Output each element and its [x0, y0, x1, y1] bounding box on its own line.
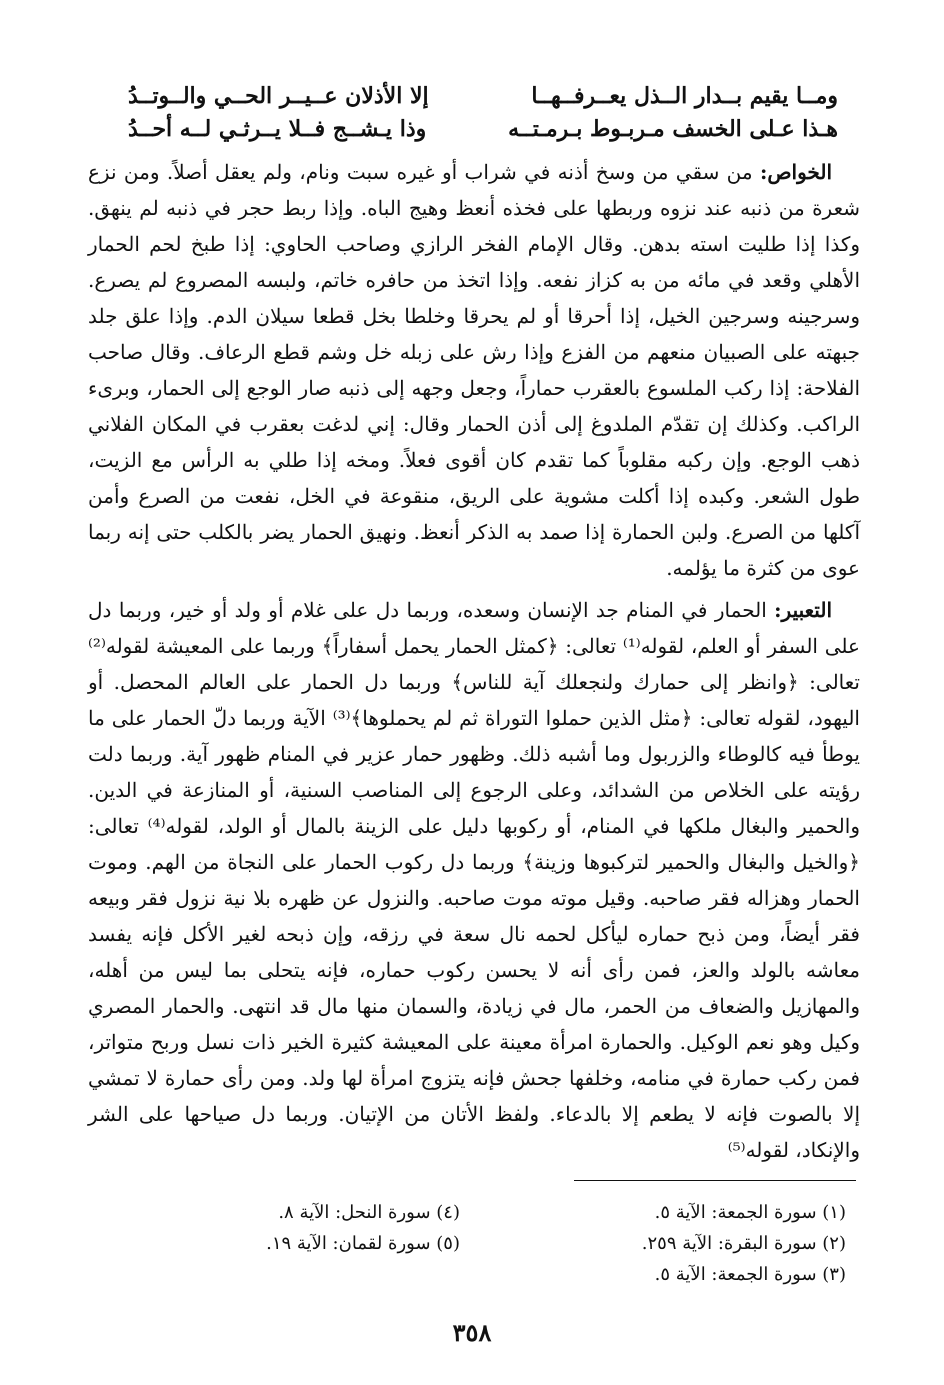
paragraph-heading: التعبير: — [774, 598, 832, 622]
paragraph-heading: الخواص: — [759, 160, 832, 184]
paragraph-properties — [88, 154, 860, 586]
footnote-divider — [574, 1180, 856, 1181]
paragraph-text: من سقي من وسخ أذنه في شراب أو غيره سبت ونام، ولم يعقل أصلاً. ومن نزع شعرة من ذنبه عند نزوه وربطها على فخذه أنعظ وهيج الباه. وإذا ربط حجر في ذنبه لم ينهق. وكذا إذا طليت استه بدهن. وقال الإمام الفخر الرازي وصاحب الحاوي: إذا طبخ لحم الحمار الأهلي وقعد في مائه من به كزاز نفعه. وإذا اتخذ من حافره خاتم، ولبسه المصروع لم يصرع. وسرجينه وسرجين الخيل، إذا أحرقا أو لم يحرقا وخلطا بخل قطعا سيلان الدم. وإذا علق جلد جبهته على الصبيان منعهم من الفزع وإذا رش على زبله خل وشم قطع الرعاف. وقال صاحب الفلاحة: إذا ركب الملسوع بالعقرب حماراً، وجعل وجهه إلى ذنبه صار الوجع إلى الحمار، وبرىء الراكب. وكذلك إن تقدّم الملدوغ إلى أذن الحمار وقال: إني لدغت بعقرب في المكان الفلاني ذهب الوجع. وإن ركبه مقلوباً كما تقدم كان أقوى فعلاً. ومخه إذا طلي به الرأس مع الزيت، طول الشعر. وكبده إذا أكلت مشوية على الريق، منقوعة في الخل، نفعت من الصرع وأمن آكلها من الصرع. ولبن الحمارة إذا صمد به الذكر أنعظ. ونهيق الحمار يضر بالكلب حتى إنه ربما عوى من كثرة ما يؤلمه. — [88, 160, 860, 580]
page-body — [88, 80, 860, 1168]
poem-verse — [88, 113, 860, 146]
footnotes-right-column — [474, 1197, 860, 1290]
verse-second-hemistich: وذا يـشــج فــلا يــرثـي لــه أحــدُ — [128, 116, 427, 142]
footnote-1: (١) سورة الجمعة: الآية ٥. — [654, 1202, 846, 1223]
page-number: ٣٥٨ — [452, 1318, 492, 1347]
verse-second-hemistich: إلا الأذلان عــيــر الحــي والــوتــدُ — [128, 83, 429, 109]
footnote-2: (٢) سورة البقرة: الآية ٢٥٩. — [641, 1233, 846, 1254]
footnotes-left-column — [88, 1197, 474, 1290]
verse-first-hemistich: ومــا يقيم بــدار الــذل يعــرفــهــا — [531, 83, 838, 109]
footnote-5: (٥) سورة لقمان: الآية ١٩. — [266, 1233, 460, 1254]
paragraph-dream-interpretation — [88, 592, 860, 1168]
poem-verse — [88, 80, 860, 113]
footnote-4: (٤) سورة النحل: الآية ٨. — [278, 1202, 460, 1223]
verse-first-hemistich: هـذا عـلى الخسف مـربـوط بـرمـتــه — [508, 116, 838, 142]
paragraph-text: الحمار في المنام جد الإنسان وسعده، وربما دل على غلام أو ولد أو خير، وربما دل على السفر أو العلم، لقوله⁽¹⁾ تعالى: ﴿كمثل الحمار يحمل أسفاراً﴾ وربما على المعيشة لقوله⁽²⁾ تعالى: ﴿وانظر إلى حمارك ولنجعلك آية للناس﴾ وربما دل الحمار على العالم المحصل. أو اليهود، لقوله تعالى: ﴿مثل الذين حملوا التوراة ثم لم يحملوها﴾⁽³⁾ الآية وربما دلّ الحمار على ما يوطأ فيه كالوطاء والزربول وما أشبه ذلك. وظهور حمار عزير في المنام ظهور آية. وربما دلت رؤيته على الخلاص من الشدائد، وعلى الرجوع إلى المناصب السنية، أو المنازعة في الدين. والحمير والبغال ملكها في المنام، أو ركوبها دليل على الزينة بالمال أو الولد، لقوله⁽⁴⁾ تعالى: ﴿والخيل والبغال والحمير لتركبوها وزينة﴾ وربما دل ركوب الحمار على النجاة من الهم. وموت الحمار وهزاله فقر صاحبه. وقيل موته موت صاحبه. والنزول عن ظهره بلا نية نزول فقر وبيعه فقر أيضاً، ومن ذبح حماره ليأكل لحمه نال سعة في رزقه، وإن ذبحه لغير الأكل فإنه يفسد معاشه بالولد والعز، فمن رأى أنه لا يحسن ركوب حماره، فإنه يتحلى بما ليس من أهله، والمهازيل والضعاف من الحمر، مال في زيادة، والسمان منها مال قد انتهى. والحمار المصري وكيل وهو نعم الوكيل. والحمارة امرأة معينة على المعيشة كثيرة الخير ذات نسل وربح متواتر، فمن ركب حمارة في منامه، وخلفها جحش فإنه يتزوج امرأة لها ولد. ومن رأى حمارة لا تمشي إلا بالصوت فإنه لا يطعم إلا بالدعاء. ولفظ الأتان من الإتيان. وربما دل صياحها على الشر والإنكاد، لقوله⁽⁵⁾ — [88, 598, 860, 1162]
footnote-3: (٣) سورة الجمعة: الآية ٥. — [654, 1264, 846, 1285]
footnotes — [88, 1197, 860, 1290]
